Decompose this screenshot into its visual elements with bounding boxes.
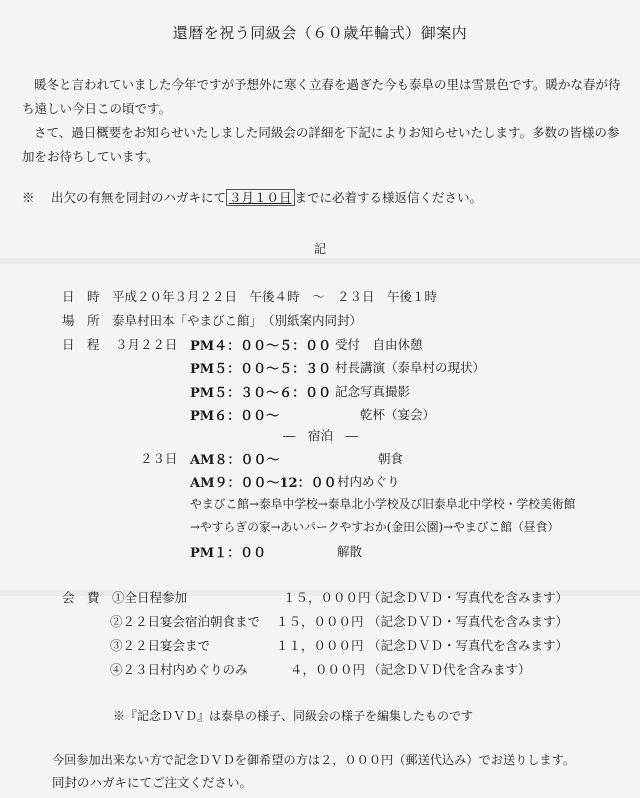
fee-note: （記念ＤＶＤ代を含みます） bbox=[368, 662, 531, 677]
place-label: 場 所 bbox=[62, 313, 100, 328]
ki-heading: 記 bbox=[313, 242, 326, 256]
fee-name: ③２２日宴会まで bbox=[110, 638, 211, 653]
reply-notice bbox=[22, 188, 482, 206]
fee-amount: １５，０００円 bbox=[276, 614, 364, 629]
schedule-event: 受付 自由休憩 bbox=[335, 337, 423, 352]
fee-amount: １１，０００円 bbox=[276, 638, 364, 653]
intro-paragraph-2: さて、過日概要をお知らせいたしました同級会の詳細を下記によりお知らせいたします。多数の皆様の参加をお待ちしています。 bbox=[22, 125, 620, 164]
closing-line-1: 今回参加出来ない方で記念ＤＶＤを御希望の方は２，０００円（郵送代込み）でお送りします。 bbox=[52, 753, 576, 767]
scan-noise bbox=[0, 258, 640, 264]
fee-note: （記念ＤＶＤ・写真代を含みます） bbox=[368, 614, 569, 629]
schedule-day2: ２３日 bbox=[140, 451, 178, 466]
schedule-event: 朝食 bbox=[378, 451, 404, 466]
tour-route-1: やまびこ館→泰阜中学校→泰阜北小学校及び旧泰阜北中学校・学校美術館 bbox=[190, 497, 576, 511]
notice-mark: ※ bbox=[22, 190, 35, 205]
fee-name: ④２３日村内めぐりのみ bbox=[110, 662, 248, 677]
notice-text-before: 出欠の有無を同封のハガキにて bbox=[51, 190, 227, 205]
schedule-event: 乾杯（宴会） bbox=[360, 407, 436, 422]
fee-name: ①全日程参加 bbox=[112, 590, 188, 605]
schedule-time: PM５：３０～６：００ bbox=[190, 386, 332, 401]
schedule-time: AM９：００～12：００ bbox=[190, 476, 337, 491]
fee-amount: ４，０００円 bbox=[290, 662, 366, 677]
schedule-time: AM８：００～ bbox=[190, 453, 280, 468]
tour-route-2: →やすらぎの家→あいパークやすおか(金田公園)→やまびこ館（昼食） bbox=[190, 520, 560, 534]
fee-name: ②２２日宴会宿泊朝食まで bbox=[110, 614, 261, 629]
intro-paragraph-1: 暖冬と言われていました今年ですが予想外に寒く立春を過ぎた今も泰阜の里は雪景色です。暖かな春が待ち遠しい今日この頃です。 bbox=[22, 77, 621, 116]
schedule-event: 村長講演（泰阜村の現状） bbox=[335, 360, 486, 375]
schedule-time: PM６：００～ bbox=[190, 409, 280, 424]
fee-note: （記念ＤＶＤ・写真代を含みます） bbox=[368, 590, 569, 605]
fee-note: （記念ＤＶＤ・写真代を含みます） bbox=[368, 638, 569, 653]
overnight-divider: ― 宿泊 ― bbox=[283, 428, 359, 443]
datetime-label: 日 時 bbox=[62, 289, 100, 304]
schedule-day1: ３月２２日 bbox=[115, 337, 178, 352]
dvd-note: ※『記念ＤＶＤ』は泰阜の様子、同級会の様子を編集したものです bbox=[113, 709, 474, 723]
notice-text-after: までに必着する様返信ください。 bbox=[294, 190, 483, 205]
schedule-label: 日 程 bbox=[62, 337, 100, 352]
place-value: 泰阜村田本「やまびこ館」 （別紙案内同封） bbox=[112, 313, 363, 328]
fee-amount: １５，０００円 bbox=[283, 590, 371, 605]
schedule-time: PM４：００～５：００ bbox=[190, 339, 332, 354]
page-title: 還暦を祝う同級会（６０歳年輪式）御案内 bbox=[172, 24, 468, 42]
reply-deadline: ３月１０日 bbox=[226, 189, 295, 206]
fees-label: 会 費 bbox=[62, 590, 100, 605]
datetime-value: 平成２０年３月２２日 午後４時 ～ ２３日 午後１時 bbox=[112, 289, 438, 304]
schedule-event: 記念写真撮影 bbox=[335, 384, 411, 399]
schedule-time: PM５：００～５：３０ bbox=[190, 362, 332, 377]
schedule-time: PM１：００ bbox=[190, 546, 267, 561]
schedule-event: 村内めぐり bbox=[337, 474, 400, 489]
closing-line-2: 同封のハガキにてご注文ください。 bbox=[52, 775, 253, 790]
schedule-event: 解散 bbox=[337, 544, 363, 559]
